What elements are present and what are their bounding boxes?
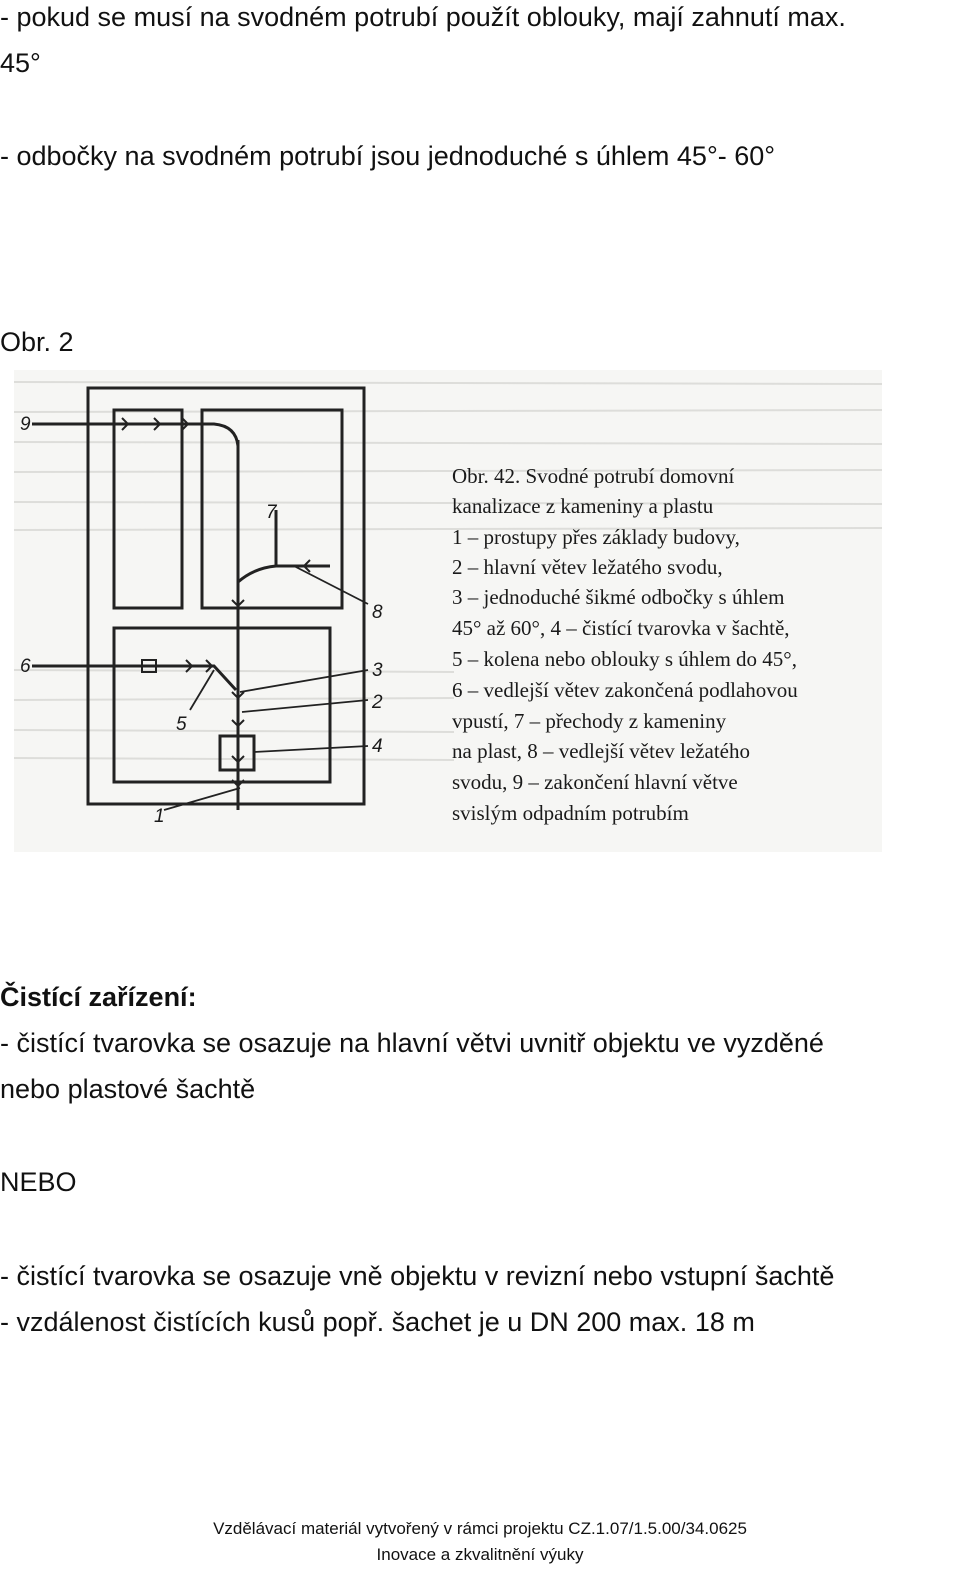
caption-line: na plast, 8 – vedlejší větev ležatého [452, 739, 750, 763]
caption-line: vpustí, 7 – přechody z kameniny [452, 709, 727, 733]
caption-line: kanalizace z kameniny a plastu [452, 494, 714, 518]
caption-line: 5 – kolena nebo oblouky s úhlem do 45°, [452, 647, 797, 671]
label-7: 7 [266, 502, 277, 523]
paragraph-1-line-2: nebo plastové šachtě [0, 1074, 256, 1104]
caption-line: 6 – vedlejší větev zakončená podlahovou [452, 678, 798, 702]
label-5: 5 [176, 714, 187, 735]
caption-line: Obr. 42. Svodné potrubí domovní [452, 464, 735, 488]
footer-line-2: Inovace a zkvalitnění výuky [376, 1545, 584, 1564]
figure-drainage-scan [14, 370, 882, 852]
paragraph-1-line-1: - čistící tvarovka se osazuje na hlavní větvi uvnitř objektu ve vyzděné [0, 1028, 824, 1058]
label-4: 4 [372, 736, 383, 757]
label-9: 9 [20, 414, 31, 435]
label-8: 8 [372, 602, 383, 623]
label-6: 6 [20, 656, 31, 677]
label-3: 3 [372, 660, 383, 681]
caption-line: svislým odpadním potrubím [452, 801, 689, 825]
figure-reference: Obr. 2 [0, 327, 74, 357]
caption-line: 1 – prostupy přes základy budovy, [452, 525, 740, 549]
caption-line: 3 – jednoduché šikmé odbočky s úhlem [452, 585, 785, 609]
paragraph-2: - čistící tvarovka se osazuje vně objektu v revizní nebo vstupní šachtě [0, 1261, 835, 1291]
caption-line: 2 – hlavní větev ležatého svodu, [452, 555, 723, 579]
label-2: 2 [372, 692, 383, 713]
label-1: 1 [154, 806, 165, 827]
caption-line: svodu, 9 – zakončení hlavní větve [452, 770, 738, 794]
building-plan [88, 388, 364, 804]
caption-line: 45° až 60°, 4 – čistící tvarovka v šachtě, [452, 616, 790, 640]
section-heading: Čistící zařízení: [0, 982, 197, 1012]
footer-line-1: Vzdělávací materiál vytvořený v rámci projektu CZ.1.07/1.5.00/34.0625 [213, 1519, 747, 1538]
figure-caption [452, 464, 798, 825]
nebo-text: NEBO [0, 1167, 77, 1197]
paragraph-3: - vzdálenost čistících kusů popř. šachet je u DN 200 max. 18 m [0, 1307, 755, 1337]
text-line-2: 45° [0, 48, 41, 78]
text-line-3: - odbočky na svodném potrubí jsou jednoduché s úhlem 45°- 60° [0, 141, 776, 171]
text-line-1: - pokud se musí na svodném potrubí použít oblouky, mají zahnutí max. [0, 2, 846, 32]
